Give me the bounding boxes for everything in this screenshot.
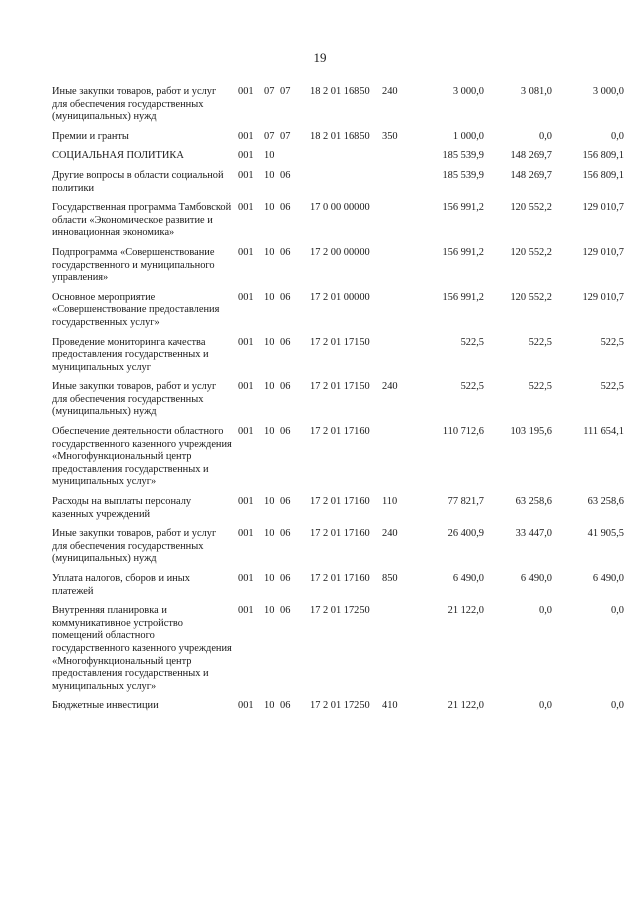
row-value-2: 120 552,2 — [510, 202, 552, 214]
table-row — [52, 381, 624, 426]
row-target-article: 17 2 01 00000 — [310, 291, 370, 303]
row-expense-type — [382, 202, 406, 247]
budget-table-body — [52, 86, 624, 720]
row-name: Проведение мониторинга качества предоставления государственных и муниципальных услуг — [52, 336, 209, 373]
row-section-code: 10 — [264, 202, 275, 214]
page-number: 19 — [313, 50, 327, 65]
row-subsection-code: 06 — [280, 336, 291, 348]
row-section-code: 10 — [264, 246, 275, 258]
row-section-code: 07 — [264, 130, 275, 142]
row-target-article: 17 2 01 17250 — [310, 605, 370, 617]
table-row — [52, 700, 624, 720]
table-row — [52, 605, 624, 700]
row-name: Бюджетные инвестиции — [52, 700, 159, 712]
row-value-2: 522,5 — [528, 381, 552, 393]
row-target-article — [302, 170, 382, 202]
row-value-2: 522,5 — [528, 336, 552, 348]
row-value-1: 185 539,9 — [442, 150, 484, 162]
row-value-3: 6 490,0 — [592, 573, 624, 584]
row-section-code: 10 — [264, 381, 275, 393]
table-row — [52, 86, 624, 131]
row-target-article: 17 2 01 17160 — [310, 528, 370, 540]
row-subsection-code: 06 — [280, 169, 291, 181]
row-expense-type: 110 — [382, 496, 398, 508]
table-row — [52, 426, 624, 496]
row-ministry-code: 001 — [238, 605, 254, 617]
row-section-code: 10 — [264, 573, 275, 584]
row-name: Уплата налогов, сборов и иных платежей — [52, 573, 190, 597]
row-ministry-code: 001 — [238, 528, 254, 540]
row-value-1: 156 991,2 — [442, 291, 484, 303]
row-value-1: 156 991,2 — [442, 202, 484, 214]
row-name: Подпрограмма «Совершенствование государственного и муниципального управления» — [52, 246, 215, 284]
row-value-2: 120 552,2 — [510, 246, 552, 258]
row-target-article: 18 2 01 16850 — [310, 86, 370, 97]
row-section-code: 10 — [264, 426, 275, 438]
row-ministry-code: 001 — [238, 169, 254, 181]
row-value-2: 148 269,7 — [510, 150, 552, 162]
table-row — [52, 496, 624, 528]
row-value-3: 129 010,7 — [582, 291, 624, 303]
row-value-3: 0,0 — [611, 130, 624, 142]
row-ministry-code: 001 — [238, 130, 254, 142]
row-value-1: 1 000,0 — [452, 130, 484, 142]
row-value-3: 0,0 — [611, 700, 624, 712]
budget-table — [52, 86, 624, 720]
row-target-article: 17 2 01 17150 — [310, 336, 370, 348]
row-value-2: 148 269,7 — [510, 169, 552, 181]
row-subsection-code: 06 — [280, 573, 291, 584]
table-row — [52, 528, 624, 573]
row-expense-type: 240 — [382, 528, 398, 540]
row-section-code: 07 — [264, 86, 275, 97]
row-subsection-code: 06 — [280, 202, 291, 214]
row-value-1: 185 539,9 — [442, 169, 484, 181]
row-value-1: 26 400,9 — [447, 528, 484, 540]
row-value-2: 120 552,2 — [510, 291, 552, 303]
row-subsection-code: 07 — [280, 130, 291, 142]
row-name: Внутренняя планировка и коммуникативное устройство помещений областного государственного казенного учреждения «Многофункциональный центр предоставления государственных и муниципальных услуг» — [52, 605, 232, 692]
table-row — [52, 247, 624, 292]
row-target-article: 17 0 00 00000 — [310, 202, 370, 214]
row-target-article: 17 2 01 17250 — [310, 700, 370, 712]
row-value-3: 129 010,7 — [582, 246, 624, 258]
row-expense-type — [382, 337, 406, 382]
row-target-article: 18 2 01 16850 — [310, 130, 370, 142]
row-name: Иные закупки товаров, работ и услуг для обеспечения государственных (муниципальных) нужд — [52, 86, 217, 123]
row-expense-type — [382, 292, 406, 337]
table-row — [52, 202, 624, 247]
row-expense-type: 350 — [382, 130, 398, 142]
row-target-article — [302, 150, 382, 170]
row-value-3: 41 905,5 — [587, 528, 624, 540]
row-subsection-code: 06 — [280, 426, 291, 438]
row-section-code: 10 — [264, 169, 275, 181]
row-section-code: 10 — [264, 700, 275, 712]
row-target-article: 17 2 01 17160 — [310, 496, 370, 508]
row-expense-type — [382, 150, 406, 170]
row-name: Иные закупки товаров, работ и услуг для обеспечения государственных (муниципальных) нужд — [52, 381, 217, 418]
row-subsection-code: 07 — [280, 86, 291, 97]
row-target-article: 17 2 01 17160 — [310, 426, 370, 438]
row-value-2: 3 081,0 — [520, 86, 552, 97]
table-row — [52, 131, 624, 151]
row-ministry-code: 001 — [238, 246, 254, 258]
row-value-3: 0,0 — [611, 605, 624, 617]
row-name: Расходы на выплаты персоналу казенных учреждений — [52, 496, 192, 520]
row-value-1: 522,5 — [460, 381, 484, 393]
row-ministry-code: 001 — [238, 202, 254, 214]
row-value-1: 522,5 — [460, 336, 484, 348]
row-expense-type: 410 — [382, 700, 398, 712]
row-ministry-code: 001 — [238, 291, 254, 303]
table-row — [52, 170, 624, 202]
row-value-1: 6 490,0 — [452, 573, 484, 584]
row-name: Другие вопросы в области социальной политики — [52, 169, 224, 194]
row-expense-type: 850 — [382, 573, 398, 584]
row-subsection-code: 06 — [280, 605, 291, 617]
row-ministry-code: 001 — [238, 496, 254, 508]
row-subsection-code: 06 — [280, 291, 291, 303]
row-ministry-code: 001 — [238, 573, 254, 584]
row-ministry-code: 001 — [238, 150, 254, 162]
table-row — [52, 573, 624, 605]
row-value-3: 522,5 — [600, 381, 624, 393]
row-expense-type — [382, 247, 406, 292]
table-row — [52, 337, 624, 382]
row-ministry-code: 001 — [238, 700, 254, 712]
row-value-2: 63 258,6 — [515, 496, 552, 508]
row-expense-type: 240 — [382, 86, 398, 97]
row-section-code: 10 — [264, 150, 275, 162]
row-value-1: 3 000,0 — [452, 86, 484, 97]
row-name: Обеспечение деятельности областного государственного казенного учреждения «Многофункциональный центр предоставления государственных и муниципальных услуг» — [52, 426, 232, 488]
row-value-2: 0,0 — [539, 700, 552, 712]
row-ministry-code: 001 — [238, 426, 254, 438]
row-expense-type — [382, 170, 406, 202]
row-subsection-code — [280, 150, 302, 170]
row-value-1: 21 122,0 — [447, 605, 484, 617]
row-value-3: 156 809,1 — [582, 169, 624, 181]
row-value-1: 110 712,6 — [442, 426, 484, 438]
row-value-3: 156 809,1 — [582, 150, 624, 162]
row-value-3: 522,5 — [600, 336, 624, 348]
row-subsection-code: 06 — [280, 700, 291, 712]
row-name: СОЦИАЛЬНАЯ ПОЛИТИКА — [52, 150, 184, 162]
row-value-3: 111 654,1 — [583, 426, 624, 438]
row-value-1: 77 821,7 — [447, 496, 484, 508]
row-value-2: 103 195,6 — [510, 426, 552, 438]
row-name: Премии и гранты — [52, 130, 129, 142]
row-target-article: 17 2 01 17150 — [310, 381, 370, 393]
row-ministry-code: 001 — [238, 381, 254, 393]
row-expense-type — [382, 605, 406, 700]
table-row — [52, 292, 624, 337]
row-value-3: 3 000,0 — [592, 86, 624, 97]
row-subsection-code: 06 — [280, 246, 291, 258]
row-section-code: 10 — [264, 528, 275, 540]
row-ministry-code: 001 — [238, 86, 254, 97]
row-value-2: 6 490,0 — [520, 573, 552, 584]
row-value-1: 21 122,0 — [447, 700, 484, 712]
row-section-code: 10 — [264, 605, 275, 617]
row-expense-type: 240 — [382, 381, 398, 393]
row-subsection-code: 06 — [280, 381, 291, 393]
row-value-2: 0,0 — [539, 130, 552, 142]
row-ministry-code: 001 — [238, 336, 254, 348]
row-name: Государственная программа Тамбовской области «Экономическое развитие и инновационная экономика» — [52, 202, 232, 239]
row-expense-type — [382, 426, 406, 496]
row-name: Иные закупки товаров, работ и услуг для обеспечения государственных (муниципальных) нужд — [52, 528, 217, 565]
row-section-code: 10 — [264, 336, 275, 348]
row-section-code: 10 — [264, 291, 275, 303]
table-row — [52, 150, 624, 170]
row-target-article: 17 2 01 17160 — [310, 573, 370, 584]
row-value-2: 33 447,0 — [515, 528, 552, 540]
row-target-article: 17 2 00 00000 — [310, 246, 370, 258]
row-section-code: 10 — [264, 496, 275, 508]
row-value-3: 129 010,7 — [582, 202, 624, 214]
row-subsection-code: 06 — [280, 496, 291, 508]
row-subsection-code: 06 — [280, 528, 291, 540]
row-value-2: 0,0 — [539, 605, 552, 617]
row-value-1: 156 991,2 — [442, 246, 484, 258]
row-name: Основное мероприятие «Совершенствование предоставления государственных услуг» — [52, 291, 220, 328]
row-value-3: 63 258,6 — [587, 496, 624, 508]
